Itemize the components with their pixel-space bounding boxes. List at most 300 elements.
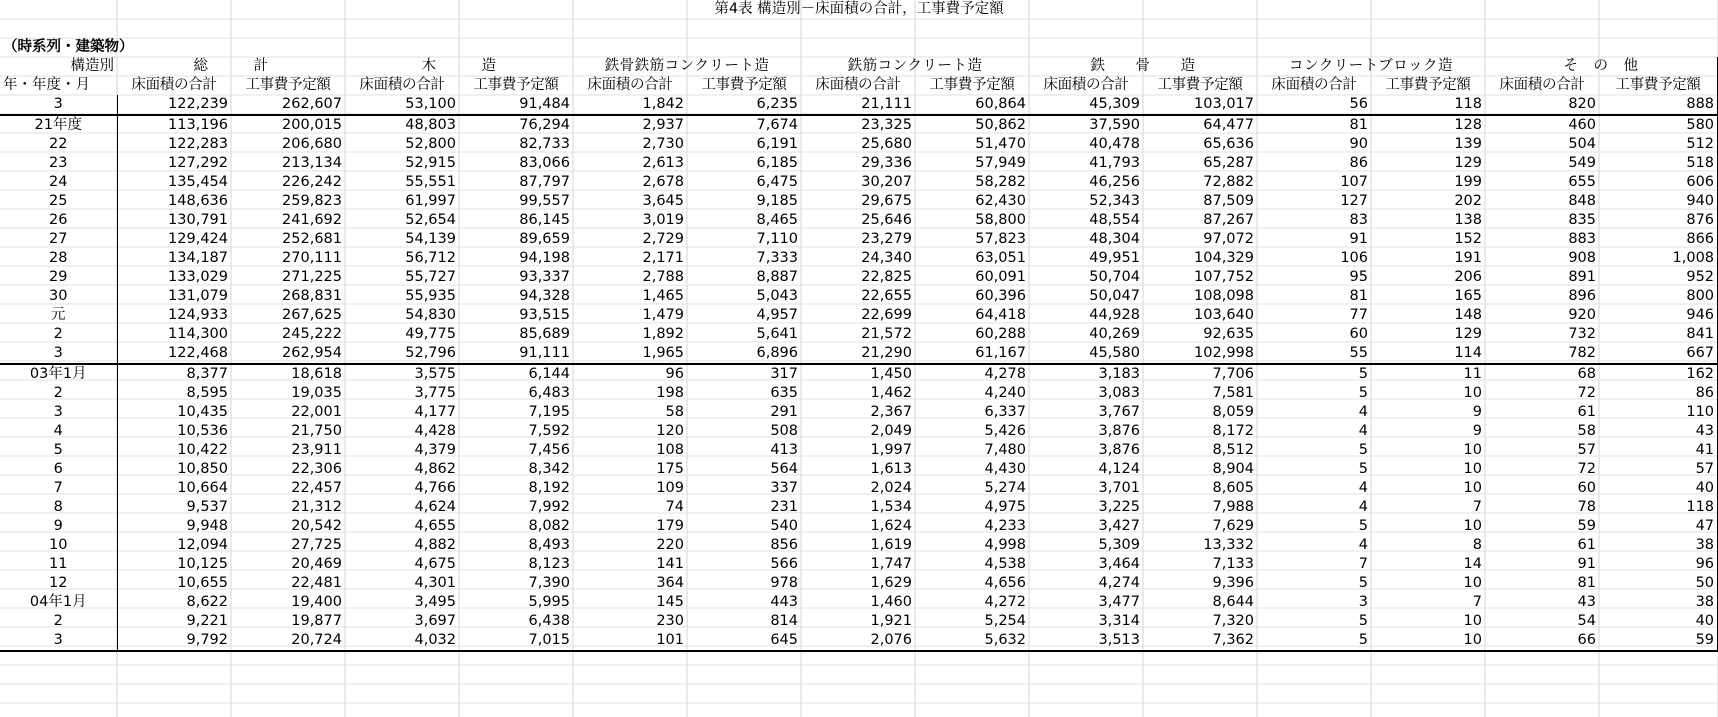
table-cell[interactable]: 4,624 [414,499,456,515]
table-cell[interactable]: 102,998 [1143,344,1257,364]
table-cell[interactable]: 199 [1454,174,1482,190]
table-cell[interactable]: 1,462 [870,385,912,401]
table-cell[interactable]: 2,049 [870,423,912,439]
table-cell[interactable]: 64,418 [975,307,1026,323]
table-cell[interactable]: 3,645 [642,193,684,209]
table-cell[interactable]: 241,692 [282,212,342,228]
table-cell[interactable]: 8,192 [528,480,570,496]
table-cell[interactable]: 2,729 [642,231,684,247]
table-cell[interactable]: 4,882 [414,537,456,553]
table-cell[interactable]: 2,613 [642,155,684,171]
table-cell[interactable]: 5,632 [915,631,1029,651]
table-cell[interactable]: 10,435 [117,403,231,422]
table-cell[interactable]: 6,475 [756,174,798,190]
table-cell[interactable]: 131,079 [117,287,231,306]
table-cell[interactable]: 38 [1599,536,1718,555]
table-cell[interactable]: 145 [656,594,684,610]
table-cell[interactable]: 4,975 [984,499,1026,515]
table-cell[interactable]: 5,043 [756,288,798,304]
table-cell[interactable]: 317 [770,366,798,382]
table-cell[interactable]: 1,619 [870,537,912,553]
table-cell[interactable]: 4,272 [984,594,1026,610]
table-cell[interactable]: 18,618 [291,366,342,382]
table-cell[interactable]: 86,145 [519,212,570,228]
table-cell[interactable]: 1,892 [642,326,684,342]
table-cell[interactable]: 90 [1349,136,1368,152]
table-cell[interactable]: 512 [1599,135,1718,154]
table-cell[interactable]: 7 [1358,556,1368,572]
table-cell[interactable]: 200,015 [282,117,342,133]
table-cell[interactable]: 606 [1599,173,1718,192]
table-cell[interactable]: 3,464 [1098,556,1140,572]
table-cell[interactable]: 6,235 [687,95,801,115]
table-cell[interactable]: 9,221 [117,612,231,631]
table-cell[interactable]: 92,635 [1203,326,1254,342]
table-cell[interactable]: 7,390 [528,575,570,591]
table-cell[interactable]: 291 [770,404,798,420]
table-cell[interactable]: 49,951 [1089,250,1140,266]
table-cell[interactable]: 814 [770,613,798,629]
table-cell[interactable]: 8,493 [528,537,570,553]
table-cell[interactable]: 9,185 [756,193,798,209]
table-cell[interactable]: 5,995 [528,594,570,610]
table-cell[interactable]: 72 [1577,385,1596,401]
table-cell[interactable]: 8,465 [756,212,798,228]
table-cell[interactable]: 202 [1454,193,1482,209]
table-cell[interactable]: 55,727 [405,269,456,285]
table-cell[interactable]: 122,239 [117,95,231,115]
table-cell[interactable]: 10 [1463,480,1482,496]
table-cell[interactable]: 1,965 [573,344,687,364]
table-cell[interactable]: 40,478 [1089,136,1140,152]
table-cell[interactable]: 19,400 [291,594,342,610]
table-cell[interactable]: 508 [770,423,798,439]
table-cell[interactable]: 2,788 [642,269,684,285]
table-cell[interactable]: 10 [1463,461,1482,477]
table-cell[interactable]: 72,882 [1203,174,1254,190]
table-cell[interactable]: 83,066 [519,155,570,171]
table-cell[interactable]: 3,477 [1098,594,1140,610]
table-cell[interactable]: 22,457 [291,480,342,496]
table-cell[interactable]: 94,198 [519,250,570,266]
table-cell[interactable]: 22,655 [861,288,912,304]
table-cell[interactable]: 10 [1371,631,1485,651]
table-cell[interactable]: 60 [1577,480,1596,496]
table-cell[interactable]: 364 [656,575,684,591]
table-cell[interactable]: 66 [1485,631,1599,651]
table-cell[interactable]: 3,083 [1098,385,1140,401]
table-cell[interactable]: 21,111 [801,95,915,115]
table-cell[interactable]: 4 [1358,537,1368,553]
table-cell[interactable]: 52,343 [1089,193,1140,209]
table-cell[interactable]: 96 [1599,555,1718,574]
table-cell[interactable]: 7,456 [528,442,570,458]
table-cell[interactable]: 1,747 [870,556,912,572]
table-cell[interactable]: 60,091 [975,269,1026,285]
table-cell[interactable]: 21,750 [291,423,342,439]
table-cell[interactable]: 59 [1599,631,1718,651]
table-cell[interactable]: 3,697 [414,613,456,629]
table-cell[interactable]: 72 [1577,461,1596,477]
table-cell[interactable]: 54 [1577,613,1596,629]
table-cell[interactable]: 81 [1349,117,1368,133]
table-cell[interactable]: 1,921 [870,613,912,629]
table-cell[interactable]: 252,681 [282,231,342,247]
table-cell[interactable]: 460 [1568,117,1596,133]
table-cell[interactable]: 856 [770,537,798,553]
table-cell[interactable]: 226,242 [282,174,342,190]
table-cell[interactable]: 4,278 [984,366,1026,382]
table-cell[interactable]: 93,337 [519,269,570,285]
table-cell[interactable]: 5 [1358,575,1368,591]
table-cell[interactable]: 262,954 [231,344,345,364]
table-cell[interactable]: 940 [1599,192,1718,211]
table-cell[interactable]: 106 [1340,250,1368,266]
table-cell[interactable]: 91 [1349,231,1368,247]
table-cell[interactable]: 7,706 [1212,366,1254,382]
table-cell[interactable]: 13,332 [1203,537,1254,553]
table-cell[interactable]: 135,454 [117,173,231,192]
table-cell[interactable]: 8,595 [117,384,231,403]
table-cell[interactable]: 81 [1349,288,1368,304]
table-cell[interactable]: 6,438 [528,613,570,629]
table-cell[interactable]: 10,655 [117,574,231,593]
table-cell[interactable]: 48,304 [1089,231,1140,247]
table-cell[interactable]: 59 [1577,518,1596,534]
table-cell[interactable]: 6,191 [756,136,798,152]
table-cell[interactable]: 23,911 [291,442,342,458]
table-cell[interactable]: 22,306 [291,461,342,477]
table-cell[interactable]: 55 [1257,344,1371,364]
table-cell[interactable]: 3,701 [1098,480,1140,496]
table-cell[interactable]: 103,017 [1143,95,1257,115]
table-cell[interactable]: 7,988 [1212,499,1254,515]
table-cell[interactable]: 138 [1454,212,1482,228]
table-cell[interactable]: 6,185 [756,155,798,171]
table-cell[interactable]: 82,733 [519,136,570,152]
table-cell[interactable]: 7,195 [528,404,570,420]
table-cell[interactable]: 7,320 [1212,613,1254,629]
table-cell[interactable]: 25,646 [861,212,912,228]
table-cell[interactable]: 4,998 [984,537,1026,553]
table-cell[interactable]: 179 [656,518,684,534]
table-cell[interactable]: 89,659 [519,231,570,247]
table-cell[interactable]: 841 [1599,325,1718,344]
table-cell[interactable]: 4 [1358,423,1368,439]
table-cell[interactable]: 65,287 [1203,155,1254,171]
table-cell[interactable]: 6,144 [528,366,570,382]
table-cell[interactable]: 635 [770,385,798,401]
table-cell[interactable]: 47 [1599,517,1718,536]
table-cell[interactable]: 48,554 [1089,212,1140,228]
table-cell[interactable]: 61 [1577,404,1596,420]
table-cell[interactable]: 152 [1454,231,1482,247]
table-cell[interactable]: 130,791 [117,211,231,230]
table-cell[interactable]: 8,622 [117,593,231,612]
table-cell[interactable]: 104,329 [1194,250,1254,266]
table-cell[interactable]: 43 [1577,594,1596,610]
table-cell[interactable]: 128 [1454,117,1482,133]
table-cell[interactable]: 57,949 [975,155,1026,171]
table-cell[interactable]: 2,171 [642,250,684,266]
table-cell[interactable]: 549 [1568,155,1596,171]
table-cell[interactable]: 21,572 [861,326,912,342]
table-cell[interactable]: 7,333 [756,250,798,266]
table-cell[interactable]: 40 [1599,612,1718,631]
table-cell[interactable]: 129,424 [117,230,231,249]
table-cell[interactable]: 93,515 [519,307,570,323]
table-cell[interactable]: 58 [665,404,684,420]
table-cell[interactable]: 74 [665,499,684,515]
table-cell[interactable]: 81 [1577,575,1596,591]
table-cell[interactable]: 732 [1568,326,1596,342]
table-cell[interactable]: 2,367 [870,404,912,420]
table-cell[interactable]: 5,274 [984,480,1026,496]
table-cell[interactable]: 198 [656,385,684,401]
table-cell[interactable]: 800 [1599,287,1718,306]
table-cell[interactable]: 24,340 [861,250,912,266]
table-cell[interactable]: 2,937 [642,117,684,133]
table-cell[interactable]: 876 [1599,211,1718,230]
table-cell[interactable]: 96 [665,366,684,382]
table-cell[interactable]: 518 [1599,154,1718,173]
table-cell[interactable]: 4,301 [414,575,456,591]
table-cell[interactable]: 7,992 [528,499,570,515]
table-cell[interactable]: 4,656 [984,575,1026,591]
table-cell[interactable]: 83 [1349,212,1368,228]
table-cell[interactable]: 7,133 [1212,556,1254,572]
table-cell[interactable]: 8,904 [1212,461,1254,477]
table-cell[interactable]: 1,008 [1599,249,1718,268]
table-cell[interactable]: 10,850 [117,460,231,479]
table-cell[interactable]: 29,675 [861,193,912,209]
table-cell[interactable]: 888 [1599,95,1718,115]
table-cell[interactable]: 3,775 [414,385,456,401]
table-cell[interactable]: 3,225 [1098,499,1140,515]
table-cell[interactable]: 10,664 [117,479,231,498]
table-cell[interactable]: 19,877 [291,613,342,629]
table-cell[interactable]: 4 [1358,499,1368,515]
table-cell[interactable]: 2,678 [642,174,684,190]
table-cell[interactable]: 1,460 [870,594,912,610]
table-cell[interactable]: 52,800 [405,136,456,152]
table-cell[interactable]: 120 [656,423,684,439]
table-cell[interactable]: 40,269 [1089,326,1140,342]
table-cell[interactable]: 86 [1349,155,1368,171]
table-cell[interactable]: 49,775 [405,326,456,342]
table-cell[interactable]: 50 [1599,574,1718,593]
table-cell[interactable]: 61,997 [405,193,456,209]
table-cell[interactable]: 540 [770,518,798,534]
table-cell[interactable]: 57 [1599,460,1718,479]
table-cell[interactable]: 162 [1599,364,1718,384]
table-cell[interactable]: 4,177 [414,404,456,420]
table-cell[interactable]: 165 [1454,288,1482,304]
table-cell[interactable]: 7,362 [1143,631,1257,651]
table-cell[interactable]: 4,428 [414,423,456,439]
table-cell[interactable]: 270,111 [282,250,342,266]
table-cell[interactable]: 220 [656,537,684,553]
table-cell[interactable]: 8,512 [1212,442,1254,458]
table-cell[interactable]: 91,484 [459,95,573,115]
table-cell[interactable]: 213,134 [282,155,342,171]
table-cell[interactable]: 65,636 [1203,136,1254,152]
table-cell[interactable]: 22,699 [861,307,912,323]
table-cell[interactable]: 52,654 [405,212,456,228]
table-cell[interactable]: 9,537 [117,498,231,517]
table-cell[interactable]: 10 [1463,613,1482,629]
table-cell[interactable]: 259,823 [282,193,342,209]
table-cell[interactable]: 20,724 [231,631,345,651]
table-cell[interactable]: 566 [770,556,798,572]
table-cell[interactable]: 62,430 [975,193,1026,209]
table-cell[interactable]: 267,625 [282,307,342,323]
table-cell[interactable]: 8,644 [1212,594,1254,610]
table-cell[interactable]: 1,629 [870,575,912,591]
table-cell[interactable]: 7,581 [1212,385,1254,401]
table-cell[interactable]: 91 [1577,556,1596,572]
table-cell[interactable]: 1,613 [870,461,912,477]
table-cell[interactable]: 61 [1577,537,1596,553]
table-cell[interactable]: 101 [573,631,687,651]
table-cell[interactable]: 148,636 [117,192,231,211]
table-cell[interactable]: 8,605 [1212,480,1254,496]
table-cell[interactable]: 413 [770,442,798,458]
table-cell[interactable]: 443 [770,594,798,610]
table-cell[interactable]: 8,887 [756,269,798,285]
table-cell[interactable]: 4,274 [1098,575,1140,591]
table-cell[interactable]: 41,793 [1089,155,1140,171]
table-cell[interactable]: 5,254 [984,613,1026,629]
table-cell[interactable]: 133,029 [117,268,231,287]
table-cell[interactable]: 2,730 [642,136,684,152]
table-cell[interactable]: 48,803 [405,117,456,133]
table-cell[interactable]: 9 [1472,423,1482,439]
table-cell[interactable]: 883 [1568,231,1596,247]
table-cell[interactable]: 127,292 [117,154,231,173]
table-cell[interactable]: 504 [1568,136,1596,152]
table-cell[interactable]: 58 [1577,423,1596,439]
table-cell[interactable]: 127 [1340,193,1368,209]
table-cell[interactable]: 6,483 [528,385,570,401]
table-cell[interactable]: 4,240 [984,385,1026,401]
table-cell[interactable]: 50,047 [1089,288,1140,304]
table-cell[interactable]: 57 [1577,442,1596,458]
table-cell[interactable]: 87,509 [1203,193,1254,209]
table-cell[interactable]: 85,689 [519,326,570,342]
table-cell[interactable]: 9,948 [117,517,231,536]
table-cell[interactable]: 580 [1599,115,1718,135]
table-cell[interactable]: 99,557 [519,193,570,209]
table-cell[interactable]: 1,534 [870,499,912,515]
table-cell[interactable]: 14 [1463,556,1482,572]
table-cell[interactable]: 50,862 [975,117,1026,133]
table-cell[interactable]: 920 [1568,307,1596,323]
table-cell[interactable]: 23,279 [861,231,912,247]
table-cell[interactable]: 10,125 [117,555,231,574]
table-cell[interactable]: 57,823 [975,231,1026,247]
table-cell[interactable]: 8,172 [1212,423,1254,439]
table-cell[interactable]: 11 [1463,366,1482,382]
table-cell[interactable]: 8,123 [528,556,570,572]
table-cell[interactable]: 77 [1349,307,1368,323]
table-cell[interactable]: 78 [1577,499,1596,515]
table-cell[interactable]: 5 [1358,366,1368,382]
table-cell[interactable]: 896 [1568,288,1596,304]
table-cell[interactable]: 1,465 [642,288,684,304]
table-cell[interactable]: 866 [1599,230,1718,249]
table-cell[interactable]: 1,479 [642,307,684,323]
table-cell[interactable]: 110 [1599,403,1718,422]
table-cell[interactable]: 3,427 [1098,518,1140,534]
table-cell[interactable]: 22,001 [291,404,342,420]
table-cell[interactable]: 564 [770,461,798,477]
table-cell[interactable]: 118 [1371,95,1485,115]
table-cell[interactable]: 206,680 [282,136,342,152]
table-cell[interactable]: 45,309 [1029,95,1143,115]
table-cell[interactable]: 7 [1472,594,1482,610]
table-cell[interactable]: 113,196 [117,115,231,135]
table-cell[interactable]: 122,283 [117,135,231,154]
table-cell[interactable]: 27,725 [291,537,342,553]
table-cell[interactable]: 61,167 [915,344,1029,364]
table-cell[interactable]: 5 [1358,613,1368,629]
table-cell[interactable]: 54,830 [405,307,456,323]
table-cell[interactable]: 129 [1454,326,1482,342]
table-cell[interactable]: 38 [1599,593,1718,612]
table-cell[interactable]: 10 [1463,385,1482,401]
table-cell[interactable]: 230 [656,613,684,629]
table-cell[interactable]: 53,100 [345,95,459,115]
table-cell[interactable]: 114,300 [117,325,231,344]
table-cell[interactable]: 952 [1599,268,1718,287]
table-cell[interactable]: 7,674 [756,117,798,133]
table-cell[interactable]: 10 [1463,575,1482,591]
table-cell[interactable]: 3,876 [1098,442,1140,458]
table-cell[interactable]: 21,290 [801,344,915,364]
table-cell[interactable]: 5 [1358,385,1368,401]
table-cell[interactable]: 10 [1463,518,1482,534]
table-cell[interactable]: 4,862 [414,461,456,477]
table-cell[interactable]: 3,495 [414,594,456,610]
table-cell[interactable]: 8 [1472,537,1482,553]
table-cell[interactable]: 7,629 [1212,518,1254,534]
table-cell[interactable]: 58,800 [975,212,1026,228]
table-cell[interactable]: 5 [1257,631,1371,651]
table-cell[interactable]: 114 [1371,344,1485,364]
table-cell[interactable]: 60,396 [975,288,1026,304]
table-cell[interactable]: 103,640 [1194,307,1254,323]
table-cell[interactable]: 231 [770,499,798,515]
table-cell[interactable]: 4,766 [414,480,456,496]
table-cell[interactable]: 25,680 [861,136,912,152]
table-cell[interactable]: 63,051 [975,250,1026,266]
table-cell[interactable]: 268,831 [282,288,342,304]
table-cell[interactable]: 64,477 [1203,117,1254,133]
table-cell[interactable]: 946 [1599,306,1718,325]
table-cell[interactable]: 44,928 [1089,307,1140,323]
table-cell[interactable]: 245,222 [282,326,342,342]
table-cell[interactable]: 8,377 [117,364,231,384]
table-cell[interactable]: 4,675 [414,556,456,572]
table-cell[interactable]: 7 [1472,499,1482,515]
table-cell[interactable]: 46,256 [1089,174,1140,190]
table-cell[interactable]: 148 [1454,307,1482,323]
table-cell[interactable]: 134,187 [117,249,231,268]
table-cell[interactable]: 107,752 [1194,269,1254,285]
table-cell[interactable]: 9 [1472,404,1482,420]
table-cell[interactable]: 94,328 [519,288,570,304]
